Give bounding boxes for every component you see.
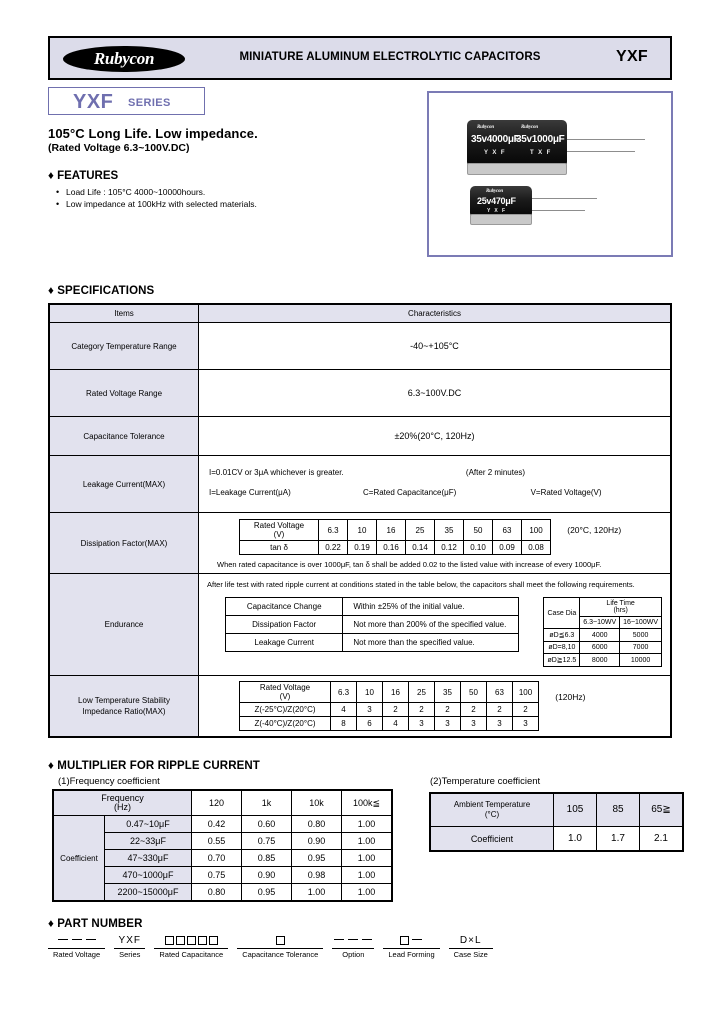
life-hours: 10000 bbox=[620, 654, 662, 667]
pn-field-label: Lead Forming bbox=[383, 948, 439, 959]
df-voltage: 35 bbox=[435, 520, 464, 541]
temp-value: 2.1 bbox=[640, 827, 684, 852]
life-hours: 7000 bbox=[620, 642, 662, 654]
capacitor-large-value-right: 35v1000μF bbox=[516, 134, 565, 145]
capacitor-small-lead-2 bbox=[532, 210, 585, 211]
table-row bbox=[49, 417, 671, 456]
table-row bbox=[544, 642, 662, 654]
table-row bbox=[49, 304, 671, 323]
box-mark bbox=[400, 936, 409, 945]
tan-delta-value: 0.10 bbox=[464, 541, 493, 555]
capacitor-large-series-right: T X F bbox=[530, 150, 552, 156]
lt-ratio-label: Z(-25°C)/Z(20°C) bbox=[240, 703, 331, 717]
lt-voltage: 16 bbox=[383, 682, 409, 703]
lt-ratio-value: 3 bbox=[513, 717, 539, 731]
df-voltage: 16 bbox=[377, 520, 406, 541]
freq-corner-line2: (Hz) bbox=[114, 802, 131, 812]
dash-mark bbox=[362, 939, 372, 940]
rubycon-logo: Rubycon bbox=[63, 46, 185, 72]
part-number-field bbox=[449, 934, 493, 959]
table-row bbox=[53, 850, 392, 867]
tan-delta-value: 0.16 bbox=[377, 541, 406, 555]
pn-glyph-box bbox=[237, 934, 323, 948]
temp-corner-line1: Ambient Temperature bbox=[453, 800, 531, 809]
part-number-field bbox=[48, 934, 105, 959]
dash-mark bbox=[412, 939, 422, 940]
capacitor-large-base bbox=[467, 163, 567, 175]
temperature-subheading: (2)Temperature coefficient bbox=[430, 776, 541, 787]
col-characteristics: Characteristics bbox=[199, 304, 672, 323]
specifications-heading: ♦ SPECIFICATIONS bbox=[48, 285, 155, 297]
temp-coefficient-label: Coefficient bbox=[430, 827, 554, 852]
bullet-icon: • bbox=[56, 199, 60, 209]
part-number-field bbox=[332, 934, 374, 959]
box-mark bbox=[165, 936, 174, 945]
row-value: 6.3~100V.DC bbox=[199, 370, 672, 417]
intro-voltage-range: (Rated Voltage 6.3~100V.DC) bbox=[48, 142, 190, 154]
part-number-field bbox=[383, 934, 439, 959]
leakage-content bbox=[199, 456, 672, 513]
df-voltage: 50 bbox=[464, 520, 493, 541]
temp-value: 1.7 bbox=[597, 827, 640, 852]
row-label: Dissipation Factor(MAX) bbox=[49, 513, 199, 574]
life-hours: 4000 bbox=[580, 629, 620, 642]
lt-ratio-value: 2 bbox=[513, 703, 539, 717]
table-row bbox=[430, 827, 683, 852]
pn-field-label: Capacitance Tolerance bbox=[237, 948, 323, 959]
freq-value: 1.00 bbox=[292, 884, 342, 902]
capacitor-small-brand: Rubycon bbox=[486, 189, 503, 194]
list-item bbox=[56, 198, 386, 210]
lt-ratio-value: 4 bbox=[383, 717, 409, 731]
header-series-code: YXF bbox=[615, 48, 648, 65]
freq-value: 0.80 bbox=[292, 816, 342, 833]
specifications-table bbox=[48, 303, 672, 738]
df-voltage: 25 bbox=[406, 520, 435, 541]
capacitor-large-lead-2 bbox=[567, 151, 635, 152]
freq-value: 0.55 bbox=[192, 833, 242, 850]
pn-glyph-box-dash bbox=[383, 934, 439, 948]
pn-glyph-text: YXF bbox=[118, 935, 141, 946]
table-row bbox=[240, 703, 539, 717]
table-row bbox=[53, 833, 392, 850]
leakage-line-1 bbox=[209, 463, 660, 483]
box-mark bbox=[276, 936, 285, 945]
dissipation-note: When rated capacitance is over 1000μF, tan δ shall be added 0.02 to the listed value with increase of every 1000μF. bbox=[217, 560, 602, 569]
tan-delta-value: 0.12 bbox=[435, 541, 464, 555]
freq-column-header: 10k bbox=[292, 790, 342, 816]
low-temp-label-2: Impedance Ratio(MAX) bbox=[82, 707, 166, 716]
life-time-table bbox=[543, 597, 662, 667]
box-mark bbox=[209, 936, 218, 945]
col-life-time bbox=[580, 598, 662, 617]
freq-value: 0.42 bbox=[192, 816, 242, 833]
pn-field-label: Rated Voltage bbox=[48, 948, 105, 959]
freq-value: 1.00 bbox=[342, 850, 393, 867]
multiplier-heading: ♦ MULTIPLIER FOR RIPPLE CURRENT bbox=[48, 760, 260, 772]
lt-voltage: 6.3 bbox=[331, 682, 357, 703]
temp-column-header: 105 bbox=[554, 793, 597, 827]
lt-voltage: 100 bbox=[513, 682, 539, 703]
freq-value: 0.75 bbox=[242, 833, 292, 850]
cap-range: 22~33μF bbox=[105, 833, 192, 850]
leakage-def-c: C=Rated Capacitance(μF) bbox=[363, 488, 457, 497]
product-photo-panel bbox=[427, 91, 673, 257]
cap-range: 47~330μF bbox=[105, 850, 192, 867]
low-temp-label-1: Low Temperature Stability bbox=[78, 696, 170, 705]
row-label: Category Temperature Range bbox=[49, 323, 199, 370]
df-voltage-header bbox=[240, 520, 319, 541]
pn-glyph-dashes bbox=[332, 934, 374, 948]
endurance-item-name: Leakage Current bbox=[226, 634, 343, 652]
feature-text: Load Life : 105°C 4000~10000hours. bbox=[66, 187, 206, 197]
endurance-item-name: Dissipation Factor bbox=[226, 616, 343, 634]
capacitor-large-lead-1 bbox=[567, 139, 645, 140]
table-row-low-temp bbox=[49, 676, 671, 738]
endurance-item-req: Not more than 200% of the specified value. bbox=[343, 616, 519, 634]
lt-voltage: 25 bbox=[409, 682, 435, 703]
lt-header-line2: (V) bbox=[279, 692, 291, 701]
freq-column-header: 100k≦ bbox=[342, 790, 393, 816]
lt-voltage: 10 bbox=[357, 682, 383, 703]
leakage-line-2 bbox=[209, 483, 660, 503]
freq-column-header: 120 bbox=[192, 790, 242, 816]
pn-field-label: Rated Capacitance bbox=[154, 948, 228, 959]
lt-voltage: 63 bbox=[487, 682, 513, 703]
frequency-coefficient-table bbox=[52, 789, 393, 902]
lt-ratio-value: 2 bbox=[487, 703, 513, 717]
freq-value: 1.00 bbox=[342, 884, 393, 902]
table-row-dissipation bbox=[49, 513, 671, 574]
tan-delta-value: 0.19 bbox=[348, 541, 377, 555]
endurance-item-name: Capacitance Change bbox=[226, 598, 343, 616]
capacitor-small-value: 25v470μF bbox=[477, 196, 516, 206]
table-row bbox=[226, 598, 519, 616]
dissipation-subtable bbox=[239, 519, 551, 555]
col-items: Items bbox=[49, 304, 199, 323]
bullet-icon: • bbox=[56, 187, 60, 197]
row-label bbox=[49, 676, 199, 738]
dash-mark bbox=[348, 939, 358, 940]
df-header-line2: (V) bbox=[273, 530, 285, 539]
freq-value: 0.98 bbox=[292, 867, 342, 884]
freq-value: 0.80 bbox=[192, 884, 242, 902]
endurance-item-req: Within ±25% of the initial value. bbox=[343, 598, 519, 616]
table-row bbox=[53, 790, 392, 816]
low-temp-content bbox=[199, 676, 672, 738]
temperature-corner-header bbox=[430, 793, 554, 827]
freq-value: 0.60 bbox=[242, 816, 292, 833]
capacitor-large-value-left: 35v4000μF bbox=[471, 134, 520, 145]
life-subcol: 16~100WV bbox=[620, 617, 662, 629]
freq-value: 0.90 bbox=[242, 867, 292, 884]
lt-ratio-value: 4 bbox=[331, 703, 357, 717]
freq-column-header: 1k bbox=[242, 790, 292, 816]
temperature-coefficient-table bbox=[429, 792, 684, 852]
table-row bbox=[430, 793, 683, 827]
series-badge bbox=[48, 87, 205, 115]
table-row bbox=[49, 323, 671, 370]
low-temp-subtable bbox=[239, 681, 539, 731]
series-badge-name: YXF bbox=[73, 91, 114, 113]
capacitor-large-brand-right: Rubycon bbox=[521, 125, 538, 130]
row-label: Rated Voltage Range bbox=[49, 370, 199, 417]
part-number-field bbox=[154, 934, 228, 959]
leakage-def-i: I=Leakage Current(μA) bbox=[209, 488, 291, 497]
lt-ratio-value: 8 bbox=[331, 717, 357, 731]
pn-field-label: Case Size bbox=[449, 948, 493, 959]
pn-glyph-text: D×L bbox=[459, 935, 482, 946]
leakage-formula: I=0.01CV or 3μA whichever is greater. bbox=[209, 468, 344, 477]
lt-ratio-value: 3 bbox=[487, 717, 513, 731]
page-header bbox=[48, 36, 672, 80]
freq-value: 1.00 bbox=[342, 833, 393, 850]
features-list bbox=[56, 186, 386, 210]
part-number-field bbox=[114, 934, 145, 959]
row-value: ±20%(20°C, 120Hz) bbox=[199, 417, 672, 456]
freq-value: 0.85 bbox=[242, 850, 292, 867]
tan-delta-value: 0.14 bbox=[406, 541, 435, 555]
freq-value: 1.00 bbox=[342, 816, 393, 833]
table-row bbox=[53, 867, 392, 884]
tan-delta-label: tan δ bbox=[240, 541, 319, 555]
freq-value: 0.95 bbox=[242, 884, 292, 902]
tan-delta-value: 0.09 bbox=[493, 541, 522, 555]
part-number-field bbox=[237, 934, 323, 959]
leakage-condition: (After 2 minutes) bbox=[465, 468, 526, 477]
case-dia: øD≦6.3 bbox=[544, 629, 580, 642]
freq-value: 0.75 bbox=[192, 867, 242, 884]
table-row bbox=[49, 370, 671, 417]
cap-range: 470~1000μF bbox=[105, 867, 192, 884]
temp-value: 1.0 bbox=[554, 827, 597, 852]
endurance-item-req: Not more than the specified value. bbox=[343, 634, 519, 652]
dissipation-condition: (20°C, 120Hz) bbox=[567, 525, 622, 535]
freq-value: 1.00 bbox=[342, 867, 393, 884]
table-row bbox=[226, 616, 519, 634]
cap-range: 2200~15000μF bbox=[105, 884, 192, 902]
freq-value: 0.70 bbox=[192, 850, 242, 867]
life-time-line2: (hrs) bbox=[613, 607, 628, 614]
table-row bbox=[240, 717, 539, 731]
capacitor-small-series: Y X F bbox=[487, 208, 507, 214]
life-hours: 8000 bbox=[580, 654, 620, 667]
lt-ratio-label: Z(-40°C)/Z(20°C) bbox=[240, 717, 331, 731]
lt-voltage-header bbox=[240, 682, 331, 703]
series-badge-suffix: SERIES bbox=[128, 97, 171, 109]
life-subcol: 6.3~10WV bbox=[580, 617, 620, 629]
capacitor-large-brand-left: Rubycon bbox=[477, 125, 494, 130]
pn-field-label: Series bbox=[114, 948, 145, 959]
endurance-tables bbox=[207, 597, 662, 667]
table-row bbox=[53, 884, 392, 902]
lt-header-line1: Rated Voltage bbox=[259, 683, 311, 692]
endurance-content bbox=[199, 574, 672, 676]
case-dia: øD=8,10 bbox=[544, 642, 580, 654]
df-voltage: 10 bbox=[348, 520, 377, 541]
freq-corner-line1: Frequency bbox=[101, 793, 144, 803]
pn-glyph-dashes bbox=[48, 934, 105, 948]
tan-delta-value: 0.22 bbox=[319, 541, 348, 555]
table-row-endurance bbox=[49, 574, 671, 676]
intro-headline: 105°C Long Life. Low impedance. bbox=[48, 126, 258, 141]
col-case-dia: Case Dia bbox=[544, 598, 580, 629]
row-label: Endurance bbox=[49, 574, 199, 676]
dash-mark bbox=[72, 939, 82, 940]
lt-ratio-value: 3 bbox=[357, 703, 383, 717]
capacitor-small-base bbox=[470, 214, 532, 225]
cap-range: 0.47~10μF bbox=[105, 816, 192, 833]
df-voltage: 63 bbox=[493, 520, 522, 541]
lt-voltage: 35 bbox=[435, 682, 461, 703]
frequency-corner-header bbox=[53, 790, 192, 816]
dash-mark bbox=[334, 939, 344, 940]
tan-delta-value: 0.08 bbox=[522, 541, 551, 555]
box-mark bbox=[176, 936, 185, 945]
temp-corner-line2: (°C) bbox=[484, 810, 500, 819]
life-hours: 6000 bbox=[580, 642, 620, 654]
box-mark bbox=[187, 936, 196, 945]
features-heading: ♦ FEATURES bbox=[48, 170, 119, 182]
temp-column-header: 65≧ bbox=[640, 793, 684, 827]
row-label: Capacitance Tolerance bbox=[49, 417, 199, 456]
lt-ratio-value: 2 bbox=[461, 703, 487, 717]
df-header-line1: Rated Voltage bbox=[253, 521, 305, 530]
lt-ratio-value: 3 bbox=[409, 717, 435, 731]
table-row bbox=[53, 816, 392, 833]
life-hours: 5000 bbox=[620, 629, 662, 642]
part-number-heading: ♦ PART NUMBER bbox=[48, 918, 143, 930]
table-row bbox=[544, 629, 662, 642]
capacitor-small-lead-1 bbox=[532, 198, 597, 199]
table-row bbox=[544, 598, 662, 617]
lt-ratio-value: 3 bbox=[461, 717, 487, 731]
low-temp-condition: (120Hz) bbox=[555, 692, 586, 702]
list-item bbox=[56, 186, 386, 198]
table-row bbox=[240, 541, 551, 555]
pn-field-label: Option bbox=[332, 948, 374, 959]
box-mark bbox=[198, 936, 207, 945]
life-time-line1: Life Time bbox=[606, 600, 635, 607]
coefficient-label: Coefficient bbox=[53, 816, 105, 902]
lt-ratio-value: 3 bbox=[435, 717, 461, 731]
lt-ratio-value: 2 bbox=[435, 703, 461, 717]
df-voltage: 6.3 bbox=[319, 520, 348, 541]
freq-value: 0.95 bbox=[292, 850, 342, 867]
pn-glyph-boxes bbox=[154, 934, 228, 948]
part-number-diagram bbox=[48, 934, 502, 959]
dissipation-content bbox=[199, 513, 672, 574]
endurance-requirements-table bbox=[225, 597, 519, 652]
temp-column-header: 85 bbox=[597, 793, 640, 827]
dash-mark bbox=[86, 939, 96, 940]
table-row-leakage bbox=[49, 456, 671, 513]
leakage-def-v: V=Rated Voltage(V) bbox=[530, 488, 602, 497]
lt-ratio-value: 2 bbox=[409, 703, 435, 717]
endurance-intro: After life test with rated ripple current at conditions stated in the table below, the capacitors shall meet the following requirements. bbox=[207, 580, 635, 589]
row-label: Leakage Current(MAX) bbox=[49, 456, 199, 513]
freq-value: 0.90 bbox=[292, 833, 342, 850]
table-row bbox=[544, 654, 662, 667]
case-dia: øD≧12.5 bbox=[544, 654, 580, 667]
lt-voltage: 50 bbox=[461, 682, 487, 703]
frequency-subheading: (1)Frequency coefficient bbox=[58, 776, 160, 787]
table-row bbox=[240, 682, 539, 703]
feature-text: Low impedance at 100kHz with selected materials. bbox=[66, 199, 257, 209]
table-row bbox=[226, 634, 519, 652]
df-voltage: 100 bbox=[522, 520, 551, 541]
dash-mark bbox=[58, 939, 68, 940]
row-value: -40~+105°C bbox=[199, 323, 672, 370]
lt-ratio-value: 2 bbox=[383, 703, 409, 717]
table-row bbox=[240, 520, 551, 541]
header-title: MINIATURE ALUMINUM ELECTROLYTIC CAPACITORS bbox=[239, 51, 541, 63]
lt-ratio-value: 6 bbox=[357, 717, 383, 731]
capacitor-large-series-left: Y X F bbox=[484, 150, 506, 156]
